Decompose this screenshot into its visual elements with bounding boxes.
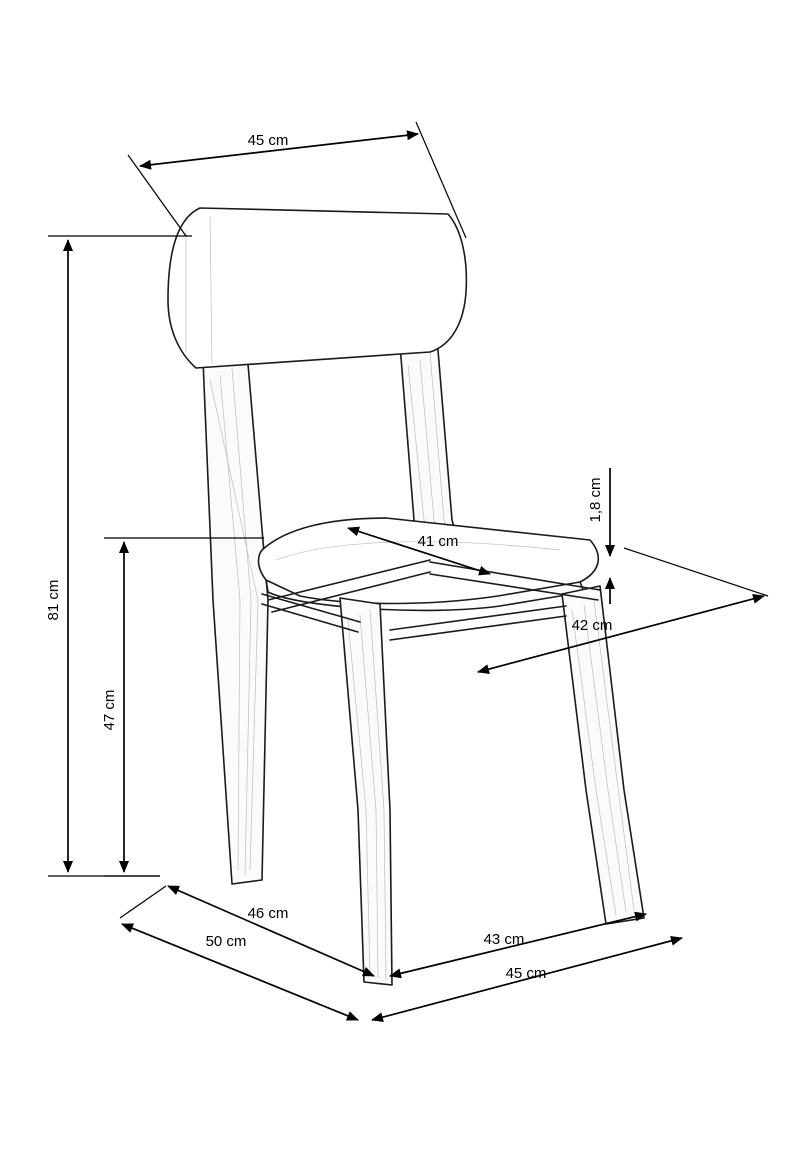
chair-front-left-leg [340,598,392,985]
dimension-base-width-outer [372,938,682,1020]
dimension-label-total-height: 81 cm [45,579,62,621]
dimension-base-depth-inner [120,886,374,976]
dimension-label-seat-height: 47 cm [101,689,118,731]
chair-backrest [168,208,466,368]
dimension-label-seat-thickness: 1,8 cm [587,477,604,523]
dimension-seat-thickness [587,468,610,604]
dimension-base-depth-outer [122,924,358,1020]
dimension-total-height [45,236,192,876]
dimension-label-backrest-width: 45 cm [247,132,289,149]
dimension-label-seat-depth: 42 cm [571,617,613,634]
dimension-label-base-depth-outer: 50 cm [205,933,247,950]
dimension-label-base-width-outer: 45 cm [505,965,547,982]
dimension-label-base-depth-inner: 46 cm [247,905,289,922]
dimension-label-base-width-inner: 43 cm [483,931,525,948]
dimension-label-seat-width: 41 cm [417,533,459,550]
chair-rear-left-leg [203,352,268,884]
chair-illustration [168,208,644,985]
chair-front-right-leg [562,586,644,924]
